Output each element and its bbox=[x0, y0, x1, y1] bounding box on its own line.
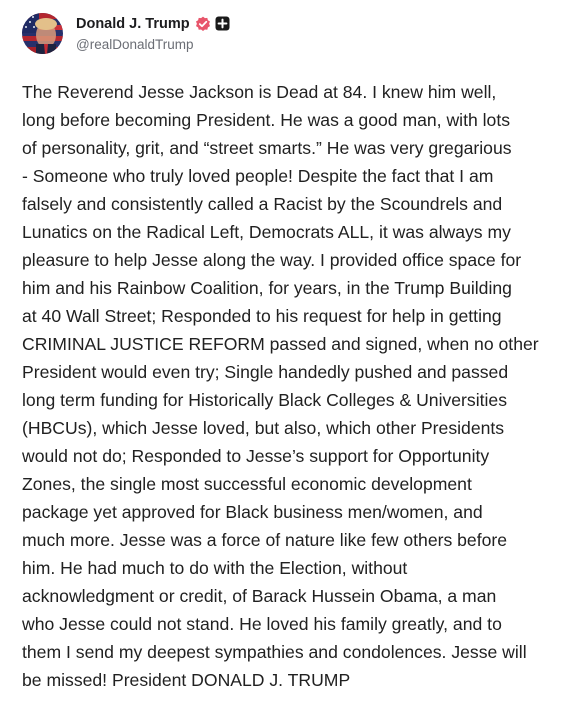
avatar[interactable] bbox=[22, 13, 63, 54]
post-text: The Reverend Jesse Jackson is Dead at 84. I knew him well, long before becoming President. He was a good man, with lots of personality, grit, and “street smarts.” He was very gregarious - Someone who truly loved people! Despite the fact that I am falsely and consistently called a Racist by the Scoundrels and Lunatics on the Radical Left, Democrats ALL, it was always my pleasure to help Jesse along the way. I provided office space for him and his Rainbow Coalition, for years, in the Trump Building at 40 Wall Street; Responded to his request for help in getting CRIMINAL JUSTICE REFORM passed and signed, when no other President would even try; Single handedly pushed and passed long term funding for Historically Black Colleges & Universities (HBCUs), which Jesse loved, but also, which other Presidents would not do; Responded to Jesse’s support for Opportunity Zones, the single most successful economic development package yet approved for Black business men/women, and much more. Jesse was a force of nature like few others before him. He had much to do with the Election, without acknowledgment or credit, of Barack Hussein Obama, a man who Jesse could not stand. He loved his family greatly, and to them I send my deepest sympathies and condolences. Jesse will be missed! President DONALD J. TRUMP bbox=[22, 82, 539, 690]
plus-icon bbox=[215, 16, 230, 31]
author-display-name[interactable]: Donald J. Trump bbox=[76, 15, 190, 32]
verified-badge-icon bbox=[195, 16, 211, 32]
avatar-image bbox=[22, 13, 63, 54]
author-name-row bbox=[76, 14, 230, 33]
post-header bbox=[22, 11, 230, 55]
author-handle[interactable]: @realDonaldTrump bbox=[76, 37, 194, 52]
author-identity bbox=[76, 14, 230, 52]
